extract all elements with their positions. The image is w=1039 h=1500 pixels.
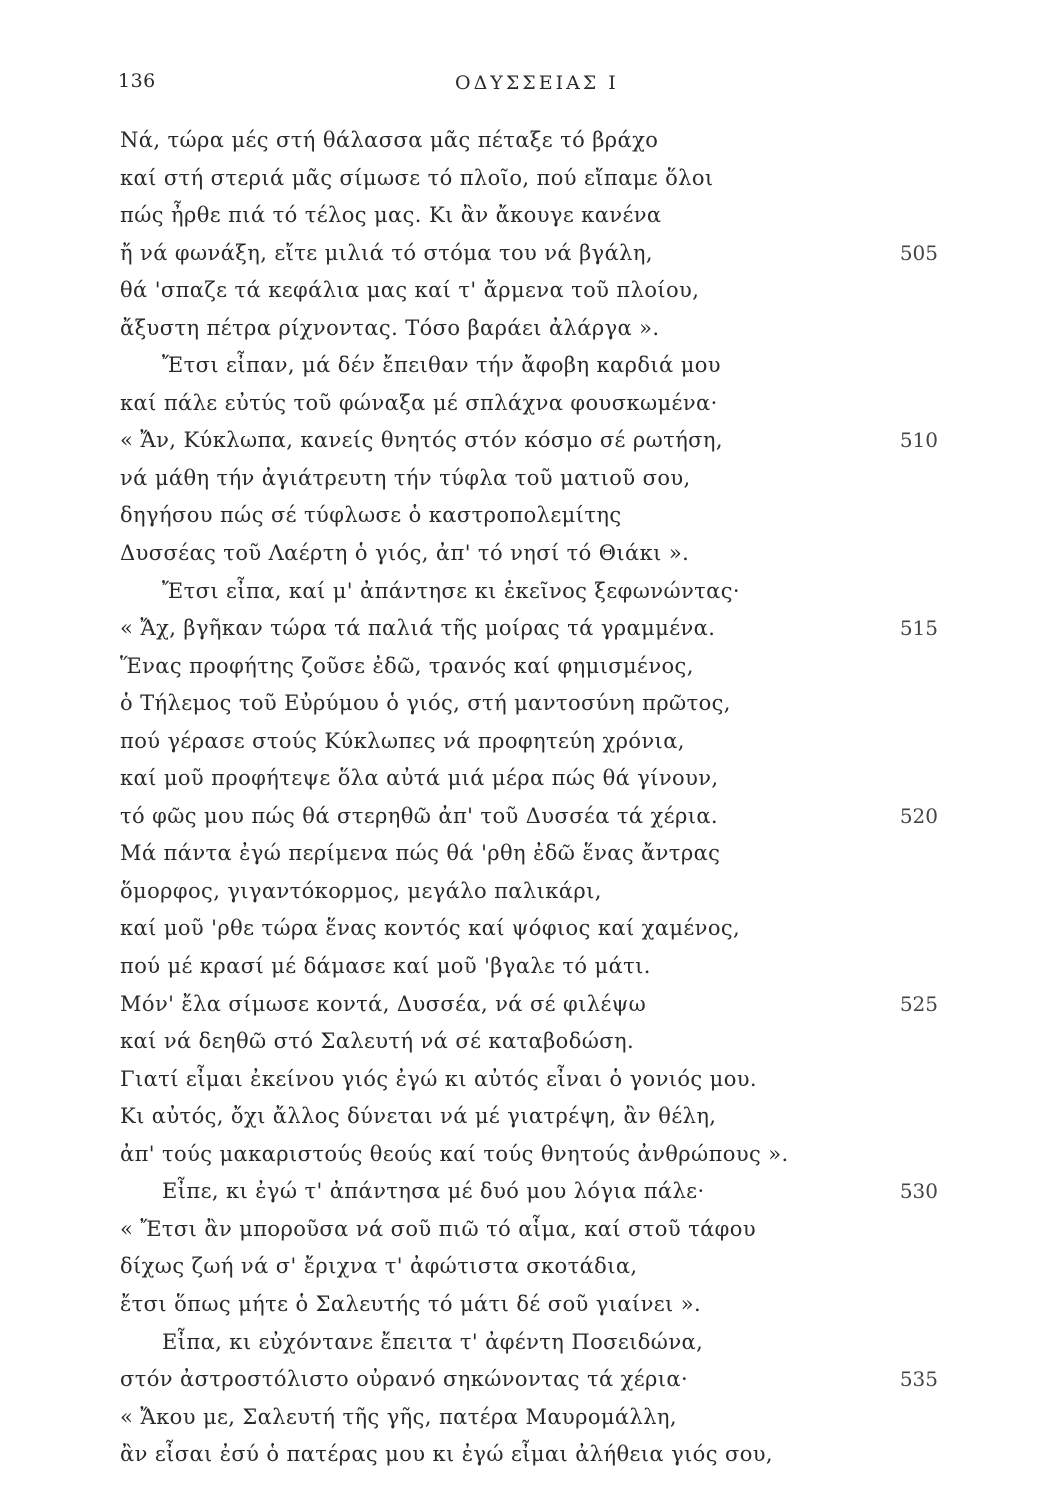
- verse-line: [0, 460, 1039, 498]
- running-title: ΟΔΥΣΣΕΙΑΣ Ι: [455, 72, 619, 94]
- verse-text: ὁ Τήλεμος τοῦ Εὐρύμου ὁ γιός, στή μαντοσύνη πρῶτος,: [120, 691, 731, 716]
- verse-text: Δυσσέας τοῦ Λαέρτη ὁ γιός, ἀπ' τό νησί τό Θιάκι ».: [120, 541, 690, 566]
- verse-text: Μά πάντα ἐγώ περίμενα πώς θά 'ρθη ἐδῶ ἕνας ἄντρας: [120, 841, 721, 866]
- line-number: 530: [899, 1179, 938, 1204]
- verse-text: « Ἄν, Κύκλωπα, κανείς θνητός στόν κόσμο σέ ρωτήση,: [120, 428, 723, 453]
- verse-text: « Ἄκου με, Σαλευτή τῆς γῆς, πατέρα Μαυρομάλλη,: [120, 1404, 677, 1429]
- verse-line: [0, 347, 1039, 385]
- verse-line: [0, 422, 1039, 460]
- verse-line: [0, 1023, 1039, 1061]
- verse-text: θά 'σπαζε τά κεφάλια μας καί τ' ἄρμενα τοῦ πλοίου,: [120, 278, 700, 303]
- verse-line: [0, 610, 1039, 648]
- line-number: 505: [899, 240, 938, 265]
- verse-text: Κι αὐτός, ὄχι ἄλλος δύνεται νά μέ γιατρέψη, ἂν θέλη,: [120, 1104, 717, 1129]
- verse-line: [0, 1061, 1039, 1099]
- verse-text: ἤ νά φωνάξη, εἴτε μιλιά τό στόμα του νά βγάλη,: [120, 240, 653, 265]
- verse-line: [0, 986, 1039, 1024]
- verse-line: [0, 685, 1039, 723]
- verse-line: [0, 573, 1039, 611]
- verse-line: [0, 1136, 1039, 1174]
- verse-text: ὅμορφος, γιγαντόκορμος, μεγάλο παλικάρι,: [120, 878, 602, 903]
- verse-line: [0, 1211, 1039, 1249]
- line-number: 515: [899, 616, 938, 641]
- verse-text: νά μάθη τήν ἀγιάτρευτη τήν τύφλα τοῦ ματιοῦ σου,: [120, 465, 691, 490]
- verse-text: πώς ἦρθε πιά τό τέλος μας. Κι ἂν ἄκουγε κανένα: [120, 203, 662, 228]
- verse-text: Εἶπε, κι ἐγώ τ' ἀπάντησα μέ δυό μου λόγια πάλε·: [162, 1179, 705, 1204]
- page-number: 136: [118, 70, 156, 92]
- line-number: 535: [899, 1367, 938, 1392]
- verse-text: ἀπ' τούς μακαριστούς θεούς καί τούς θνητούς ἀνθρώπους ».: [120, 1141, 789, 1166]
- verse-line: [0, 798, 1039, 836]
- verse-line: [0, 948, 1039, 986]
- verse-text-block: [0, 122, 1039, 1474]
- verse-line: [0, 760, 1039, 798]
- verse-text: καί μοῦ 'ρθε τώρα ἕνας κοντός καί ψόφιος καί χαμένος,: [120, 916, 741, 941]
- verse-line: [0, 910, 1039, 948]
- verse-line: [0, 648, 1039, 686]
- verse-line: [0, 873, 1039, 911]
- verse-text: ἄξυστη πέτρα ρίχνοντας. Τόσο βαράει ἀλάργα ».: [120, 315, 660, 340]
- verse-text: στόν ἀστροστόλιστο οὐρανό σηκώνοντας τά χέρια·: [120, 1367, 689, 1392]
- verse-line: [0, 535, 1039, 573]
- verse-text: καί πάλε εὐτύς τοῦ φώναξα μέ σπλάχνα φουσκωμένα·: [120, 390, 718, 415]
- verse-line: [0, 835, 1039, 873]
- verse-text: Εἶπα, κι εὐχόντανε ἔπειτα τ' ἀφέντη Ποσειδώνα,: [162, 1329, 704, 1354]
- verse-text: δηγήσου πώς σέ τύφλωσε ὁ καστροπολεμίτης: [120, 503, 622, 528]
- verse-text: ἂν εἶσαι ἐσύ ὁ πατέρας μου κι ἐγώ εἶμαι ἀλήθεια γιός σου,: [120, 1442, 773, 1467]
- verse-text: ἔτσι ὅπως μήτε ὁ Σαλευτής τό μάτι δέ σοῦ γιαίνει ».: [120, 1291, 702, 1316]
- verse-line: [0, 497, 1039, 535]
- line-number: 520: [899, 803, 938, 828]
- verse-text: Ἔτσι εἶπαν, μά δέν ἔπειθαν τήν ἄφοβη καρδιά μου: [162, 353, 721, 378]
- verse-line: [0, 197, 1039, 235]
- verse-line: [0, 1098, 1039, 1136]
- verse-text: πού μέ κρασί μέ δάμασε καί μοῦ 'βγαλε τό μάτι.: [120, 954, 651, 979]
- verse-line: [0, 160, 1039, 198]
- verse-text: καί στή στεριά μᾶς σίμωσε τό πλοῖο, πού εἴπαμε ὅλοι: [120, 165, 714, 190]
- verse-line: [0, 1286, 1039, 1324]
- line-number: 525: [899, 991, 938, 1016]
- verse-line: [0, 723, 1039, 761]
- verse-line: [0, 1248, 1039, 1286]
- verse-line: [0, 1173, 1039, 1211]
- verse-line: [0, 1324, 1039, 1362]
- verse-text: καί νά δεηθῶ στό Σαλευτή νά σέ καταβοδώση.: [120, 1029, 635, 1054]
- verse-text: Ἕνας προφήτης ζοῦσε ἐδῶ, τρανός καί φημισμένος,: [120, 653, 694, 678]
- verse-line: [0, 310, 1039, 348]
- verse-line: [0, 122, 1039, 160]
- verse-text: Μόν' ἔλα σίμωσε κοντά, Δυσσέα, νά σέ φιλέψω: [120, 991, 647, 1016]
- verse-line: [0, 1399, 1039, 1437]
- verse-line: [0, 235, 1039, 273]
- verse-text: καί μοῦ προφήτεψε ὅλα αὐτά μιά μέρα πώς θά γίνουν,: [120, 766, 719, 791]
- verse-text: Ἔτσι εἶπα, καί μ' ἀπάντησε κι ἐκεῖνος ξεφωνώντας·: [162, 578, 740, 603]
- verse-line: [0, 1436, 1039, 1474]
- verse-text: τό φῶς μου πώς θά στερηθῶ ἀπ' τοῦ Δυσσέα τά χέρια.: [120, 803, 718, 828]
- verse-text: δίχως ζωή νά σ' ἔριχνα τ' ἀφώτιστα σκοτάδια,: [120, 1254, 638, 1279]
- page-header: [0, 62, 1039, 102]
- verse-text: « Ἔτσι ἂν μποροῦσα νά σοῦ πιῶ τό αἷμα, καί στοῦ τάφου: [120, 1216, 756, 1241]
- verse-line: [0, 385, 1039, 423]
- line-number: 510: [899, 428, 938, 453]
- verse-text: « Ἄχ, βγῆκαν τώρα τά παλιά τῆς μοίρας τά γραμμένα.: [120, 616, 716, 641]
- verse-line: [0, 1361, 1039, 1399]
- verse-text: πού γέρασε στούς Κύκλωπες νά προφητεύη χρόνια,: [120, 728, 685, 753]
- verse-text: Γιατί εἶμαι ἐκείνου γιός ἐγώ κι αὐτός εἶναι ὁ γονιός μου.: [120, 1066, 757, 1091]
- verse-line: [0, 272, 1039, 310]
- verse-text: Νά, τώρα μές στή θάλασσα μᾶς πέταξε τό βράχο: [120, 128, 659, 152]
